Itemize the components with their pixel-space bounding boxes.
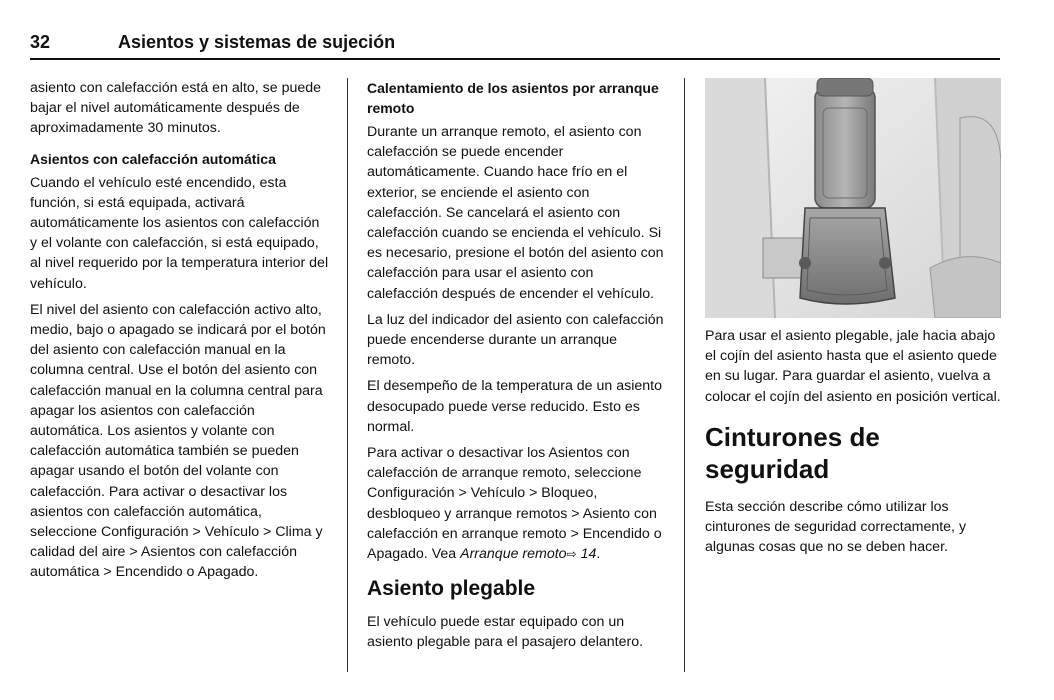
- paragraph: asiento con calefacción está en alto, se puede bajar el nivel automáticamente después de aproximadamente 30 minutos.: [30, 80, 322, 137]
- page-arrow-icon: ⇨: [566, 547, 577, 562]
- column-divider: [347, 78, 348, 672]
- section-subheading: Asientos con calefacción automática: [30, 150, 276, 167]
- folding-seat-illustration: [705, 78, 1001, 318]
- paragraph-text: Para activar o desactivar los Asientos con calefacción de arranque remoto, seleccione Configuración > Vehículo > Bloqueo, desbloqueo y arranque remotos > Asiento con calefacción en arranque remoto > Encendido o Apagado. Vea: [367, 445, 662, 563]
- paragraph: El vehículo puede estar equipado con un asiento plegable para el pasajero delantero.: [367, 614, 644, 651]
- paragraph: El nivel del asiento con calefacción activo alto, medio, bajo o apagado se indicará por el botón del asiento con calefacción manual en la columna central. Use el botón del asiento con calefacción manual en la columna central para apagar los asientos con calefacción automática. Los asientos y volante con calefacción automática también se pueden apagar usando el botón del volante con calefacción. Para activar o desactivar los asientos con calefacción automática, seleccione Configuración > Vehículo > Clima y calidad del aire > Asientos con calefacción automática > Encendido o Apagado.: [30, 301, 326, 581]
- cross-reference-page[interactable]: 14: [580, 546, 597, 563]
- chapter-title: Asientos y sistemas de sujeción: [118, 32, 396, 52]
- section-subheading: Calentamiento de los asientos por arranque remoto: [367, 80, 659, 116]
- paragraph: Durante un arranque remoto, el asiento con calefacción se puede encender automáticamente. Cuando hace frío en el exterior, se enciende el asiento con calefacción. Se cancelará el asiento con calefacción cuando se encienda el vehículo. Si es necesario, presione el botón del asiento con calefacción para usar el asiento con calefacción después de encender el vehículo.: [367, 124, 664, 302]
- column-left: [30, 78, 330, 589]
- paragraph: Para usar el asiento plegable, jale hacia abajo el cojín del asiento hasta que el asiento quede en su lugar. Para guardar el asiento, vuelva a colocar el cojín del asiento en posición vertical.: [705, 328, 1001, 405]
- column-right: [705, 78, 1001, 563]
- paragraph-with-reference: [367, 443, 667, 564]
- paragraph: Esta sección describe cómo utilizar los cinturones de seguridad correctamente, y algunas cosas que no se deben hacer.: [705, 498, 967, 556]
- chapter-section-heading: Cinturones de seguridad: [705, 421, 880, 484]
- column-middle: [367, 78, 667, 659]
- column-divider: [684, 78, 685, 672]
- page-number: 32: [30, 32, 51, 52]
- paragraph-end: .: [596, 546, 601, 563]
- cross-reference-link[interactable]: Arranque remoto: [460, 546, 567, 563]
- paragraph: El desempeño de la temperatura de un asiento desocupado puede verse reducido. Esto es normal.: [367, 378, 662, 435]
- section-heading: Asiento plegable: [367, 577, 536, 601]
- paragraph: Cuando el vehículo esté encendido, esta función, si está equipada, activará automáticamente los asientos con calefacción y el volante con calefacción, si está equipado, al nivel requerido por la temperatura interior del vehículo.: [30, 174, 329, 292]
- paragraph: La luz del indicador del asiento con calefacción puede encenderse durante un arranque remoto.: [367, 311, 664, 369]
- page-header: [30, 30, 1000, 60]
